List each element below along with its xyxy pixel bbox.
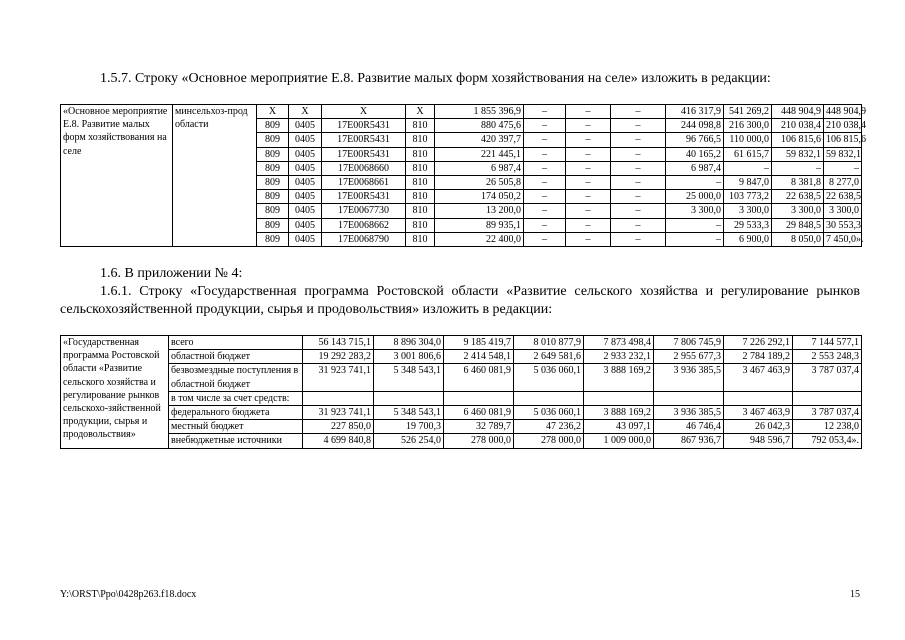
table-cell: 103 773,2 [724, 190, 772, 204]
table-cell: 3 300,0 [666, 204, 724, 218]
table-cell: 948 596,7 [724, 434, 793, 448]
table-cell: 6 460 081,9 [444, 406, 514, 420]
table-row [61, 336, 862, 350]
funding-source-label: федерального бюджета [169, 406, 303, 420]
table-cell: 526 254,0 [374, 434, 444, 448]
table-cell: 809 [257, 232, 289, 246]
table-cell: 809 [257, 190, 289, 204]
table-cell: 3 888 169,2 [584, 406, 654, 420]
table-cell: – [611, 133, 666, 147]
table-cell: X [289, 105, 322, 119]
table-row [61, 406, 862, 420]
table-cell: 216 300,0 [724, 119, 772, 133]
table-cell: 17Е0068790 [322, 232, 406, 246]
table-cell: 2 784 189,2 [724, 350, 793, 364]
table-cell: – [566, 147, 611, 161]
table-cell: – [566, 119, 611, 133]
table-main-event-e8 [60, 104, 866, 247]
table-cell: 0405 [289, 161, 322, 175]
table-cell: 0405 [289, 190, 322, 204]
table-cell [514, 391, 584, 405]
table-cell: 6 987,4 [666, 161, 724, 175]
table-cell: 17Е0068662 [322, 218, 406, 232]
table-cell: – [611, 232, 666, 246]
funding-source-label: всего [169, 336, 303, 350]
table-cell: 9 847,0 [724, 176, 772, 190]
table-cell: 6 900,0 [724, 232, 772, 246]
table-cell: – [524, 176, 566, 190]
funding-source-label: безвозмездные поступления в областной бюджет [169, 364, 303, 391]
table-cell: 6 460 081,9 [444, 364, 514, 391]
table-cell: X [257, 105, 289, 119]
table-cell: – [611, 161, 666, 175]
table-cell: 867 936,7 [654, 434, 724, 448]
table-cell: 221 445,1 [435, 147, 524, 161]
table-cell: 59 832,1 [772, 147, 824, 161]
table-cell: 809 [257, 176, 289, 190]
table-cell: 3 936 385,5 [654, 364, 724, 391]
table-cell: 3 467 463,9 [724, 364, 793, 391]
table-cell: 810 [406, 176, 435, 190]
table-cell: 6 987,4 [435, 161, 524, 175]
table-cell: 106 815,6 [824, 133, 862, 147]
table-cell: 4 699 840,8 [303, 434, 374, 448]
table-cell: 5 036 060,1 [514, 364, 584, 391]
table-cell: 448 904,9 [824, 105, 862, 119]
table-cell: X [406, 105, 435, 119]
table-cell: 810 [406, 232, 435, 246]
table-cell: – [666, 232, 724, 246]
table-cell: 8 010 877,9 [514, 336, 584, 350]
table-cell: 26 042,3 [724, 420, 793, 434]
table-cell: 32 789,7 [444, 420, 514, 434]
table-cell: 22 638,5 [824, 190, 862, 204]
table-cell: 8 381,8 [772, 176, 824, 190]
table-cell: 26 505,8 [435, 176, 524, 190]
section-1-6-1-heading: 1.6.1. Строку «Государственная программа Ростовской области «Развитие сельского хозяйства и регулирование рынков сельскохозяйственной продукции, сырья и продовольствия» изложить в редакции: [60, 284, 860, 317]
table-cell: 1 855 396,9 [435, 105, 524, 119]
table-cell: 448 904,9 [772, 105, 824, 119]
table-cell: 0405 [289, 147, 322, 161]
table-cell: 5 036 060,1 [514, 406, 584, 420]
table-state-program [60, 335, 862, 449]
table-cell: 3 001 806,6 [374, 350, 444, 364]
table-cell: – [611, 190, 666, 204]
table-cell: 2 414 548,1 [444, 350, 514, 364]
table-cell: – [824, 161, 862, 175]
table-cell: – [772, 161, 824, 175]
table-cell: 810 [406, 147, 435, 161]
table-cell: – [566, 176, 611, 190]
table-cell: – [524, 133, 566, 147]
table-cell: 809 [257, 204, 289, 218]
table-cell: 210 038,4 [824, 119, 862, 133]
table-cell: 3 787 037,4 [793, 364, 862, 391]
table-cell: 7 450,0». [824, 232, 862, 246]
table-cell: 3 888 169,2 [584, 364, 654, 391]
table-cell [724, 391, 793, 405]
table-cell: 810 [406, 161, 435, 175]
table-cell: 89 935,1 [435, 218, 524, 232]
table-cell: 3 300,0 [824, 204, 862, 218]
table-cell: 29 848,5 [772, 218, 824, 232]
table-cell: 7 226 292,1 [724, 336, 793, 350]
section-1-5-7-heading: 1.5.7. Строку «Основное мероприятие Е.8. Развитие малых форм хозяйствования на селе» изложить в редакции: [100, 71, 771, 86]
table-cell: – [566, 204, 611, 218]
table-cell: 22 638,5 [772, 190, 824, 204]
table-cell: 3 467 463,9 [724, 406, 793, 420]
table-cell: 31 923 741,1 [303, 364, 374, 391]
table-cell: 0405 [289, 133, 322, 147]
table-cell: 174 050,2 [435, 190, 524, 204]
table-cell: – [611, 119, 666, 133]
table-cell: – [524, 119, 566, 133]
table-cell: 210 038,4 [772, 119, 824, 133]
table-cell: 792 053,4». [793, 434, 862, 448]
table-cell: 17Е00R5431 [322, 119, 406, 133]
section-1-6-heading: 1.6. В приложении № 4: [100, 266, 243, 281]
footer-file-path: Y:\ORST\Ppo\0428p263.f18.docx [60, 589, 197, 600]
table-cell [584, 391, 654, 405]
table-cell: 0405 [289, 119, 322, 133]
table-cell: 110 000,0 [724, 133, 772, 147]
table-cell: 17Е00R5431 [322, 190, 406, 204]
table-cell: 3 300,0 [772, 204, 824, 218]
table-cell: – [566, 161, 611, 175]
funding-source-label: местный бюджет [169, 420, 303, 434]
table-cell: 40 165,2 [666, 147, 724, 161]
table-cell: 810 [406, 204, 435, 218]
table-cell: 17Е0068661 [322, 176, 406, 190]
table-cell: 810 [406, 119, 435, 133]
table-cell: 880 475,6 [435, 119, 524, 133]
table-cell: – [611, 147, 666, 161]
table-cell: 17Е0067730 [322, 204, 406, 218]
table-cell: – [524, 105, 566, 119]
table-cell: 0405 [289, 218, 322, 232]
table-cell: 22 400,0 [435, 232, 524, 246]
table-cell: 0405 [289, 232, 322, 246]
table-cell: 0405 [289, 204, 322, 218]
table-cell: – [611, 218, 666, 232]
table-cell: – [611, 176, 666, 190]
funding-source-label: в том числе за счет средств: [169, 391, 303, 405]
funding-source-label: областной бюджет [169, 350, 303, 364]
table-cell: – [524, 161, 566, 175]
table-cell: 7 806 745,9 [654, 336, 724, 350]
table-cell: 0405 [289, 176, 322, 190]
table-row [61, 350, 862, 364]
table-cell: – [566, 190, 611, 204]
table-cell: 2 955 677,3 [654, 350, 724, 364]
table-cell: 8 277,0 [824, 176, 862, 190]
table-cell: 541 269,2 [724, 105, 772, 119]
table-cell: 29 533,3 [724, 218, 772, 232]
table-cell: 809 [257, 161, 289, 175]
table-cell: 25 000,0 [666, 190, 724, 204]
table-cell: 43 097,1 [584, 420, 654, 434]
table-cell: 809 [257, 119, 289, 133]
table-cell: 420 397,7 [435, 133, 524, 147]
table-cell: – [724, 161, 772, 175]
table-cell: 3 300,0 [724, 204, 772, 218]
table-cell: – [524, 147, 566, 161]
table-cell: 8 896 304,0 [374, 336, 444, 350]
table-cell: – [666, 176, 724, 190]
executor-cell: минсельхоз-прод области [173, 105, 257, 247]
table-row [61, 105, 862, 119]
table-cell: 278 000,0 [514, 434, 584, 448]
table-row [61, 434, 862, 448]
table-cell [374, 391, 444, 405]
table-cell: 19 700,3 [374, 420, 444, 434]
table-cell: 106 815,6 [772, 133, 824, 147]
table-cell: – [611, 204, 666, 218]
table-cell: 46 746,4 [654, 420, 724, 434]
table-cell: 17Е00R5431 [322, 147, 406, 161]
table-cell: 31 923 741,1 [303, 406, 374, 420]
table-cell: 61 615,7 [724, 147, 772, 161]
table-cell: 17Е0068660 [322, 161, 406, 175]
table-cell [303, 391, 374, 405]
table-cell: X [322, 105, 406, 119]
table-cell: 96 766,5 [666, 133, 724, 147]
table-cell: – [566, 232, 611, 246]
table-cell: 30 553,3 [824, 218, 862, 232]
table-cell: – [566, 105, 611, 119]
table-cell: 810 [406, 190, 435, 204]
funding-source-label: внебюджетные источники [169, 434, 303, 448]
table-cell: – [611, 105, 666, 119]
table-cell: 59 832,1 [824, 147, 862, 161]
table-row [61, 420, 862, 434]
table-cell [793, 391, 862, 405]
table-cell: 416 317,9 [666, 105, 724, 119]
table-cell: 810 [406, 218, 435, 232]
table-cell: 1 009 000,0 [584, 434, 654, 448]
table-cell: – [566, 218, 611, 232]
table-cell: 809 [257, 218, 289, 232]
table-cell [654, 391, 724, 405]
table-cell: 3 936 385,5 [654, 406, 724, 420]
table-cell: – [524, 232, 566, 246]
table-cell: 810 [406, 133, 435, 147]
table-cell: 12 238,0 [793, 420, 862, 434]
table-cell: 3 787 037,4 [793, 406, 862, 420]
program-name-cell: «Государственная программа Ростовской области «Развитие сельского хозяйства и регулирование рынков сельскохо-зяйственной продукции, сырья и продовольствия» [61, 336, 169, 449]
event-name-cell: «Основное мероприятие Е.8. Развитие малых форм хозяйствования на селе [61, 105, 173, 247]
table-cell: 2 649 581,6 [514, 350, 584, 364]
table-cell: – [524, 190, 566, 204]
table-cell: 809 [257, 147, 289, 161]
table-cell: 244 098,8 [666, 119, 724, 133]
table-cell: 56 143 715,1 [303, 336, 374, 350]
table-cell: 7 144 577,1 [793, 336, 862, 350]
table-cell: 9 185 419,7 [444, 336, 514, 350]
table-row [61, 391, 862, 405]
table-cell: 278 000,0 [444, 434, 514, 448]
table-cell: 2 933 232,1 [584, 350, 654, 364]
table-cell: – [566, 133, 611, 147]
table-cell: 13 200,0 [435, 204, 524, 218]
table-cell: 7 873 498,4 [584, 336, 654, 350]
footer-page-number: 15 [850, 589, 860, 600]
table-cell: 8 050,0 [772, 232, 824, 246]
table-cell: – [666, 218, 724, 232]
table-cell: 809 [257, 133, 289, 147]
table-cell: 227 850,0 [303, 420, 374, 434]
table-cell: 5 348 543,1 [374, 364, 444, 391]
table-cell: 47 236,2 [514, 420, 584, 434]
table-cell: – [524, 218, 566, 232]
table-cell: 2 553 248,3 [793, 350, 862, 364]
table-row [61, 364, 862, 391]
table-cell: 5 348 543,1 [374, 406, 444, 420]
table-cell: – [524, 204, 566, 218]
table-cell [444, 391, 514, 405]
table-cell: 19 292 283,2 [303, 350, 374, 364]
table-cell: 17Е00R5431 [322, 133, 406, 147]
